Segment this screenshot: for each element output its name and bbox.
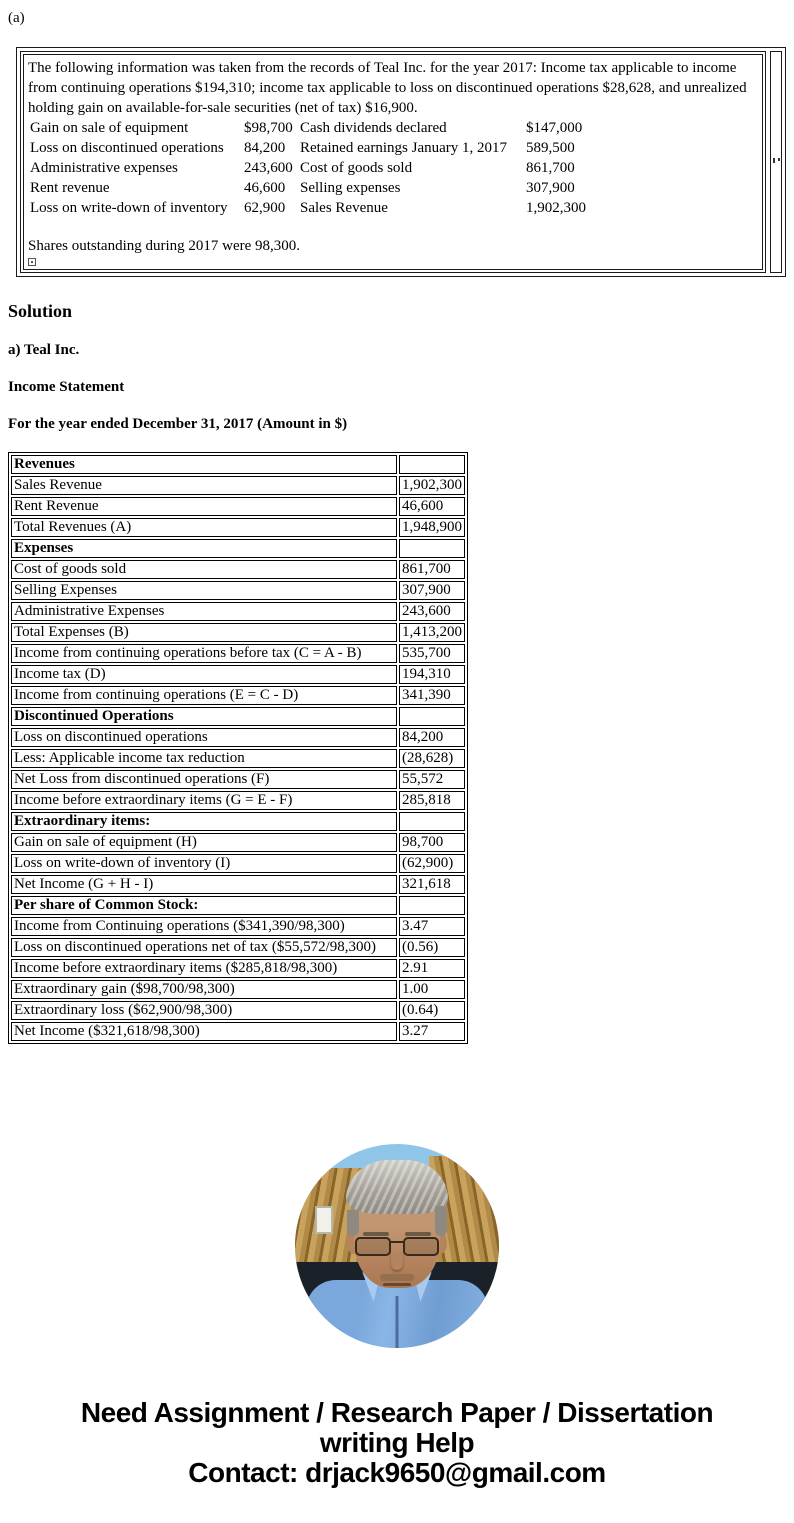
row-value: 2.91	[399, 959, 465, 978]
scrollbar-marks-icon	[773, 158, 780, 164]
row-value: (62,900)	[399, 854, 465, 873]
table-row	[11, 875, 465, 894]
row-value: 285,818	[399, 791, 465, 810]
scrollbar-strip[interactable]	[770, 51, 782, 273]
part-label: (a)	[8, 10, 25, 26]
row-value	[399, 539, 465, 558]
row-label: Selling Expenses	[11, 581, 397, 600]
row-label: Extraordinary items:	[11, 812, 397, 831]
row-label: Cost of goods sold	[11, 560, 397, 579]
portrait-photo	[295, 1144, 499, 1348]
banner-contact: Contact: drjack9650@gmail.com	[188, 1457, 606, 1488]
row-value: 1,948,900	[399, 518, 465, 537]
statement-title: Income Statement	[8, 379, 125, 395]
table-row	[11, 1022, 465, 1041]
row-label: Less: Applicable income tax reduction	[11, 749, 397, 768]
row-label: Total Expenses (B)	[11, 623, 397, 642]
row-value	[399, 896, 465, 915]
question-item-value2: 307,900	[526, 180, 575, 196]
row-value: 243,600	[399, 602, 465, 621]
table-row	[11, 728, 465, 747]
row-value	[399, 812, 465, 831]
row-value: (28,628)	[399, 749, 465, 768]
table-row	[11, 455, 465, 474]
table-row	[11, 644, 465, 663]
row-value: 307,900	[399, 581, 465, 600]
row-value: 321,618	[399, 875, 465, 894]
row-label: Extraordinary loss ($62,900/98,300)	[11, 1001, 397, 1020]
question-item-label2: Cash dividends declared	[300, 120, 447, 136]
shares-note: Shares outstanding during 2017 were 98,300.	[28, 238, 301, 254]
row-value: 46,600	[399, 497, 465, 516]
question-item-label: Administrative expenses	[30, 160, 178, 176]
question-item-label: Loss on write-down of inventory	[30, 200, 228, 216]
question-item-label2: Cost of goods sold	[300, 160, 413, 176]
question-box	[16, 47, 786, 277]
portrait-hair-side-left	[347, 1210, 359, 1236]
question-box-content	[23, 54, 763, 270]
table-row	[11, 518, 465, 537]
question-item-value: 243,600	[244, 160, 293, 176]
row-value: (0.64)	[399, 1001, 465, 1020]
table-row	[11, 812, 465, 831]
promo-banner	[8, 1398, 786, 1488]
row-label: Revenues	[11, 455, 397, 474]
question-item-label2: Selling expenses	[300, 180, 401, 196]
question-item-value2: 861,700	[526, 160, 575, 176]
table-row	[11, 665, 465, 684]
portrait-eyebrow-right	[405, 1232, 431, 1236]
question-item-value: 62,900	[244, 200, 286, 216]
table-row	[11, 497, 465, 516]
glasses-lens-right	[403, 1237, 439, 1256]
row-label: Gain on sale of equipment (H)	[11, 833, 397, 852]
table-row	[11, 602, 465, 621]
question-item-value: 84,200	[244, 140, 286, 156]
row-value: 98,700	[399, 833, 465, 852]
table-row	[11, 539, 465, 558]
question-paragraph: The following information was taken from the records of Teal Inc. for the year 2017: Income tax applicable to income from continuing operations $194,310; income tax applicable to loss on discontinued operations $28,628, and unrealized holding gain on available-for-sale securities (net of tax) $16,900.	[28, 60, 747, 116]
table-row	[11, 854, 465, 873]
row-value: 1,413,200	[399, 623, 465, 642]
table-row	[11, 938, 465, 957]
period-line: For the year ended December 31, 2017 (Amount in $)	[8, 416, 348, 432]
placeholder-dot-icon	[31, 261, 33, 263]
row-label: Loss on write-down of inventory (I)	[11, 854, 397, 873]
row-value: (0.56)	[399, 938, 465, 957]
question-item-label2: Sales Revenue	[300, 200, 388, 216]
question-item-label2: Retained earnings January 1, 2017	[300, 140, 508, 156]
company-line: a) Teal Inc.	[8, 342, 80, 358]
row-value: 3.47	[399, 917, 465, 936]
row-label: Income from continuing operations before tax (C = A - B)	[11, 644, 397, 663]
row-label: Total Revenues (A)	[11, 518, 397, 537]
row-label: Administrative Expenses	[11, 602, 397, 621]
income-table-body	[11, 455, 465, 1041]
row-value: 194,310	[399, 665, 465, 684]
table-row	[11, 833, 465, 852]
income-statement-table	[8, 452, 468, 1044]
table-row	[11, 980, 465, 999]
row-label: Net Income ($321,618/98,300)	[11, 1022, 397, 1041]
portrait-nose	[391, 1252, 403, 1270]
banner-line1: Need Assignment / Research Paper / Dissertation	[80, 1397, 714, 1428]
table-row	[11, 1001, 465, 1020]
row-value: 3.27	[399, 1022, 465, 1041]
table-row	[11, 560, 465, 579]
row-value: 55,572	[399, 770, 465, 789]
row-label: Net Loss from discontinued operations (F)	[11, 770, 397, 789]
row-label: Discontinued Operations	[11, 707, 397, 726]
row-value: 1,902,300	[399, 476, 465, 495]
row-value: 535,700	[399, 644, 465, 663]
question-items	[28, 118, 757, 218]
row-label: Income from Continuing operations ($341,390/98,300)	[11, 917, 397, 936]
row-value	[399, 707, 465, 726]
question-item-label: Rent revenue	[30, 180, 110, 196]
question-item-value: $98,700	[244, 120, 293, 136]
row-value	[399, 455, 465, 474]
row-label: Expenses	[11, 539, 397, 558]
portrait-mouth	[383, 1283, 411, 1286]
row-value: 1.00	[399, 980, 465, 999]
question-item-value: 46,600	[244, 180, 286, 196]
question-item-label: Loss on discontinued operations	[30, 140, 224, 156]
portrait-hair	[346, 1160, 448, 1214]
row-label: Rent Revenue	[11, 497, 397, 516]
row-label: Loss on discontinued operations	[11, 728, 397, 747]
row-label: Income from continuing operations (E = C - D)	[11, 686, 397, 705]
banner-line2: writing Help	[319, 1427, 475, 1458]
table-row	[11, 707, 465, 726]
table-row	[11, 581, 465, 600]
row-value: 861,700	[399, 560, 465, 579]
question-item-value2: $147,000	[526, 120, 583, 136]
portrait-eyebrow-left	[363, 1232, 389, 1236]
glasses-lens-left	[355, 1237, 391, 1256]
table-row	[11, 623, 465, 642]
row-label: Loss on discontinued operations net of tax ($55,572/98,300)	[11, 938, 397, 957]
row-label: Income before extraordinary items (G = E - F)	[11, 791, 397, 810]
solution-heading: Solution	[8, 301, 73, 321]
row-label: Extraordinary gain ($98,700/98,300)	[11, 980, 397, 999]
question-item-value2: 1,902,300	[526, 200, 586, 216]
table-row	[11, 791, 465, 810]
portrait-shirt-placket	[396, 1296, 399, 1348]
question-box-frame	[20, 51, 766, 273]
row-label: Net Income (G + H - I)	[11, 875, 397, 894]
row-label: Sales Revenue	[11, 476, 397, 495]
question-item-label: Gain on sale of equipment	[30, 120, 189, 136]
table-row	[11, 749, 465, 768]
table-row	[11, 917, 465, 936]
table-row	[11, 959, 465, 978]
question-item-value2: 589,500	[526, 140, 575, 156]
row-value: 341,390	[399, 686, 465, 705]
table-row	[11, 686, 465, 705]
table-row	[11, 896, 465, 915]
portrait-mustache	[380, 1274, 414, 1281]
row-value: 84,200	[399, 728, 465, 747]
portrait-hair-side-right	[435, 1206, 447, 1236]
row-label: Income before extraordinary items ($285,818/98,300)	[11, 959, 397, 978]
row-label: Per share of Common Stock:	[11, 896, 397, 915]
table-row	[11, 476, 465, 495]
portrait-picture-frame	[315, 1206, 333, 1234]
glasses-bridge	[391, 1241, 403, 1243]
row-label: Income tax (D)	[11, 665, 397, 684]
image-placeholder-icon	[28, 258, 36, 266]
table-row	[11, 770, 465, 789]
